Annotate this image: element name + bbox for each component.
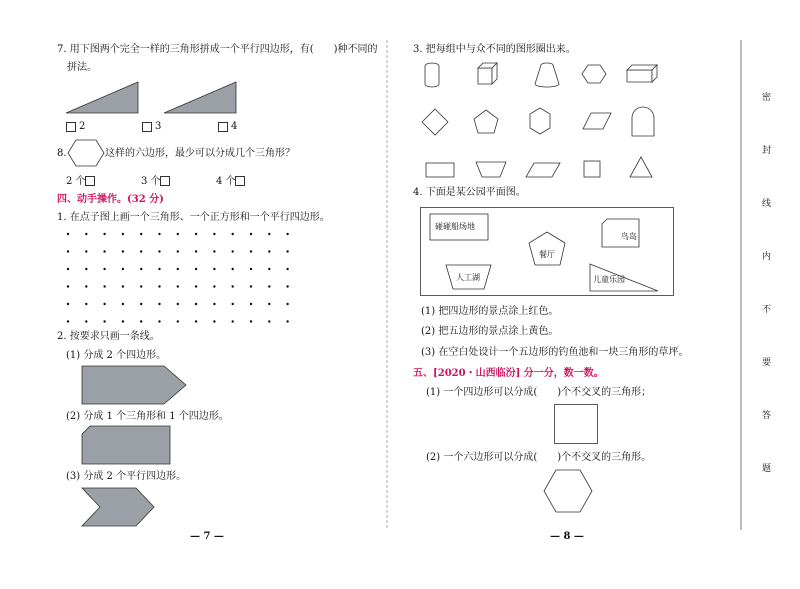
grid-dot [122, 250, 124, 252]
grid-dot [67, 320, 69, 322]
grid-dot [122, 268, 124, 270]
grid-dot [250, 268, 252, 270]
grid-dot [103, 303, 105, 305]
grid-dot [85, 233, 87, 235]
frustum-icon [535, 63, 559, 87]
page-number-left: — 7 — [190, 531, 224, 542]
grid-dot [103, 285, 105, 287]
grid-dot [140, 285, 142, 287]
grid-dot [158, 268, 160, 270]
grid-dot [122, 233, 124, 235]
grid-dot [158, 285, 160, 287]
seal-line-char: 内 [762, 252, 772, 262]
seal-line-char: 要 [762, 358, 772, 368]
s5b-text: (2) 一个六边形可以分成( )个不交叉的三角形。 [426, 452, 652, 463]
p2-text: 2. 按要求只画一条线。 [57, 331, 160, 342]
grid-dot [140, 303, 142, 305]
p2a-pentagon[interactable] [82, 366, 192, 406]
q8-text: 这样的六边形，最少可以分成几个三角形？ [105, 148, 295, 159]
grid-dot [177, 250, 179, 252]
grid-dot [85, 320, 87, 322]
grid-dot [103, 233, 105, 235]
grid-dot [158, 303, 160, 305]
grid-dot [213, 250, 215, 252]
hexagon-icon [582, 65, 606, 83]
grid-dot [195, 303, 197, 305]
q7-text2: 拼法。 [67, 62, 97, 73]
cube-icon [478, 63, 497, 84]
grid-dot [213, 233, 215, 235]
grid-dot [103, 250, 105, 252]
hexagon-tall-icon [530, 108, 550, 134]
grid-dot [195, 233, 197, 235]
q7-triangles [66, 80, 246, 120]
grid-dot [67, 268, 69, 270]
grid-dot [177, 285, 179, 287]
dot-grid[interactable] [62, 228, 302, 328]
grid-dot [286, 285, 288, 287]
cuboid-icon [627, 65, 657, 82]
seal-line-char: 封 [762, 146, 772, 156]
q3-text: 3. 把每组中与众不同的图形圈出来。 [413, 44, 576, 55]
grid-dot [195, 268, 197, 270]
grid-dot [232, 285, 234, 287]
pentagon-icon [474, 110, 498, 133]
grid-dot [232, 320, 234, 322]
q8-option-box-3[interactable] [235, 176, 245, 186]
grid-dot [286, 233, 288, 235]
grid-dot [195, 320, 197, 322]
page-number-right: — 8 — [550, 531, 584, 542]
q8-option-3: 4 个 [216, 176, 236, 187]
grid-dot [122, 320, 124, 322]
grid-dot [158, 250, 160, 252]
q7-option-box-3[interactable] [218, 122, 228, 132]
page-divider [386, 40, 388, 530]
p2c-text: (3) 分成 2 个平行四边形。 [66, 471, 187, 482]
grid-dot [268, 250, 270, 252]
grid-dot [250, 320, 252, 322]
q8-number: 8. [57, 148, 67, 159]
grid-dot [103, 268, 105, 270]
triangle-icon [630, 157, 652, 177]
grid-dot [122, 285, 124, 287]
q7-text: 7. 用下图两个完全一样的三角形拼成一个平行四边形，有( )种不同的 [57, 44, 378, 55]
p2c-arrow-shape[interactable] [82, 488, 157, 528]
grid-dot [286, 320, 288, 322]
diamond-icon [422, 109, 448, 135]
q8-option-1: 2 个 [66, 176, 86, 187]
grid-dot [85, 285, 87, 287]
section-5-title: 五、[2020・山西临汾] 分一分，数一数。 [413, 368, 604, 379]
q4c-text: (3) 在空白处设计一个五边形的钓鱼池和一块三角形的草坪。 [421, 347, 689, 358]
grid-dot [213, 303, 215, 305]
s5b-hexagon[interactable] [544, 469, 594, 515]
grid-dot [232, 250, 234, 252]
seal-line-char: 密 [762, 93, 772, 103]
grid-dot [67, 250, 69, 252]
q8-hexagon [68, 139, 104, 167]
trapezoid-icon [476, 162, 506, 177]
grid-dot [268, 233, 270, 235]
grid-dot [103, 320, 105, 322]
section-4-title: 四、动手操作。(32 分) [57, 194, 164, 205]
q8-option-2: 3 个 [141, 176, 161, 187]
grid-dot [268, 303, 270, 305]
grid-dot [286, 303, 288, 305]
grid-dot [85, 303, 87, 305]
grid-dot [250, 303, 252, 305]
grid-dot [195, 285, 197, 287]
p1-text: 1. 在点子图上画一个三角形、一个正方形和一个平行四边形。 [57, 212, 330, 223]
map-label-playground: 儿童乐园 [593, 275, 625, 284]
grid-dot [286, 268, 288, 270]
grid-dot [250, 233, 252, 235]
parallelogram-icon [583, 113, 611, 129]
grid-dot [177, 268, 179, 270]
grid-dot [158, 320, 160, 322]
p2b-text: (2) 分成 1 个三角形和 1 个四边形。 [66, 411, 229, 422]
grid-dot [250, 285, 252, 287]
rectangle-icon [426, 163, 454, 177]
arch-icon [632, 107, 654, 136]
grid-dot [213, 320, 215, 322]
grid-dot [158, 233, 160, 235]
grid-dot [232, 233, 234, 235]
grid-dot [268, 268, 270, 270]
grid-dot [140, 233, 142, 235]
grid-dot [232, 268, 234, 270]
grid-dot [268, 320, 270, 322]
map-label-lake: 人工湖 [456, 273, 480, 282]
p2b-shape[interactable] [82, 426, 177, 466]
grid-dot [140, 250, 142, 252]
grid-dot [177, 303, 179, 305]
cylinder-icon [425, 63, 439, 87]
q7-option-2: 3 [155, 121, 162, 132]
seal-line-char: 题 [762, 464, 772, 474]
q7-option-box-1[interactable] [66, 122, 76, 132]
q4a-text: (1) 把四边形的景点涂上红色。 [421, 306, 559, 317]
grid-dot [286, 250, 288, 252]
grid-dot [213, 268, 215, 270]
grid-dot [67, 303, 69, 305]
q7-option-box-2[interactable] [142, 122, 152, 132]
grid-dot [85, 250, 87, 252]
grid-dot [67, 233, 69, 235]
grid-dot [232, 303, 234, 305]
map-label-boats: 碰碰船场地 [435, 222, 475, 231]
map-label-restaurant: 餐厅 [539, 250, 555, 259]
square-icon [584, 161, 600, 177]
grid-dot [140, 320, 142, 322]
s5a-square[interactable] [554, 404, 599, 446]
q4b-text: (2) 把五边形的景点涂上黄色。 [421, 326, 559, 337]
map-label-bird-island: 鸟岛 [621, 232, 637, 241]
grid-dot [67, 285, 69, 287]
q8-option-box-2[interactable] [160, 176, 170, 186]
grid-dot [213, 285, 215, 287]
p2a-text: (1) 分成 2 个四边形。 [66, 350, 167, 361]
seal-line-char: 不 [762, 305, 772, 315]
grid-dot [268, 285, 270, 287]
grid-dot [85, 268, 87, 270]
parallelogram-2-icon [526, 163, 560, 177]
seal-line-char: 答 [762, 411, 772, 421]
grid-dot [122, 303, 124, 305]
q7-option-3: 4 [231, 121, 238, 132]
q7-option-1: 2 [79, 121, 86, 132]
seal-line-char: 线 [762, 199, 772, 209]
q4-text: 4. 下面是某公园平面图。 [413, 187, 526, 198]
seal-line [740, 40, 742, 530]
grid-dot [250, 250, 252, 252]
grid-dot [140, 268, 142, 270]
s5a-text: (1) 一个四边形可以分成( )个不交叉的三角形； [426, 387, 652, 398]
grid-dot [195, 250, 197, 252]
grid-dot [177, 320, 179, 322]
grid-dot [177, 233, 179, 235]
q8-option-box-1[interactable] [85, 176, 95, 186]
